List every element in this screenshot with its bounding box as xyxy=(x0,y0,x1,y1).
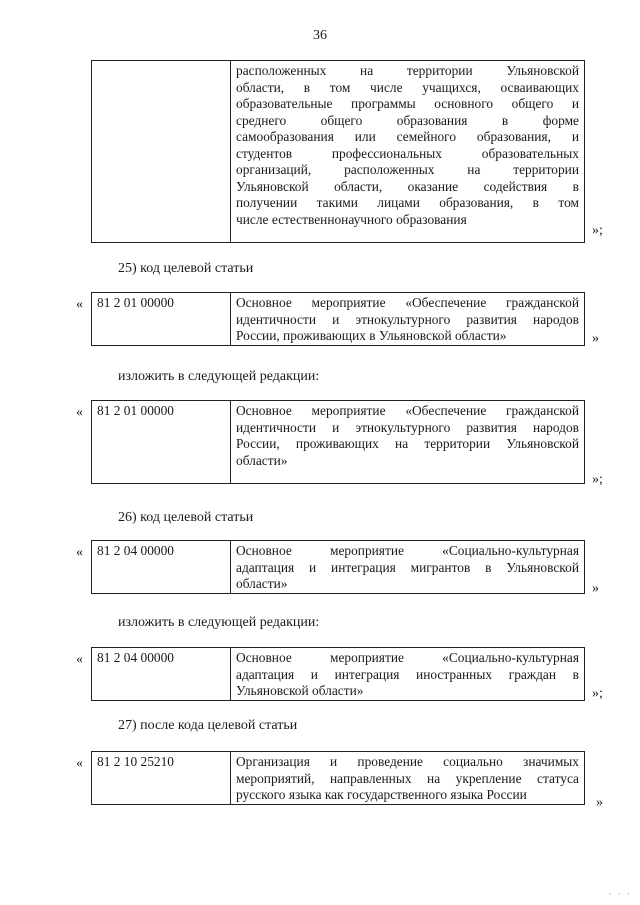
description-line: числе естественнонаучного образования xyxy=(236,211,467,227)
description-cell xyxy=(231,401,585,484)
budget-code-table xyxy=(91,292,585,346)
description-cell xyxy=(231,541,585,594)
description-cell xyxy=(231,752,585,805)
description-line: области» xyxy=(236,452,288,468)
opening-quote: « xyxy=(76,405,83,420)
code-cell: 81 2 10 25210 xyxy=(92,752,231,805)
section-heading: изложить в следующей редакции: xyxy=(118,615,320,630)
closing-quote: »; xyxy=(592,686,603,701)
closing-quote: » xyxy=(592,331,599,346)
description-line: русского языка как государственного языка России xyxy=(236,787,527,802)
table-row xyxy=(92,752,585,805)
description-line: области, в том числе учащихся, осваивающих xyxy=(236,79,579,95)
description-line: Организация и проведение социально значимых xyxy=(236,754,579,769)
closing-quote: » xyxy=(592,581,599,596)
budget-code-table xyxy=(91,540,585,594)
description-cell xyxy=(231,61,585,243)
section-heading: 27) после кода целевой статьи xyxy=(118,718,298,733)
code-cell: 81 2 04 00000 xyxy=(92,541,231,594)
description-line: получении такими лицами образования, в том xyxy=(236,195,579,210)
description-line: Основное мероприятие «Социально-культурная xyxy=(236,543,579,558)
closing-quote: »; xyxy=(592,472,603,487)
description-line: расположенных на территории Ульяновской xyxy=(236,63,579,78)
description-line: Основное мероприятие «Обеспечение гражданской xyxy=(236,295,579,310)
code-cell: 81 2 04 00000 xyxy=(92,648,231,701)
description-line: идентичности и этнокультурного развития народов xyxy=(236,311,579,327)
description-line: России, проживающих в Ульяновской области» xyxy=(236,328,507,343)
page-number: 36 xyxy=(313,28,327,43)
description-line: идентичности и этнокультурного развития народов xyxy=(236,419,579,435)
section-heading: 25) код целевой статьи xyxy=(118,261,254,276)
opening-quote: « xyxy=(76,652,83,667)
description-line: адаптация и интеграция иностранных граждан в xyxy=(236,666,579,682)
closing-quote: »; xyxy=(592,223,603,238)
description-line: организаций, расположенных на территории xyxy=(236,162,579,177)
opening-quote: « xyxy=(76,545,83,560)
opening-quote: « xyxy=(76,297,83,312)
code-cell: 81 2 01 00000 xyxy=(92,401,231,484)
budget-code-table xyxy=(91,751,585,805)
description-line: адаптация и интеграция мигрантов в Ульяновской xyxy=(236,559,579,575)
description-cell xyxy=(231,648,585,701)
description-line: Ульяновской области, оказание содействия в xyxy=(236,178,579,194)
table-row xyxy=(92,648,585,701)
description-line: мероприятий, направленных на укрепление статуса xyxy=(236,770,579,786)
description-line: самообразования или семейного образования, и xyxy=(236,129,579,144)
budget-code-table xyxy=(91,400,585,484)
description-line: области» xyxy=(236,576,288,591)
description-line: образовательные программы основного общего и xyxy=(236,96,579,111)
opening-quote: « xyxy=(76,756,83,771)
scan-artifact: · · · xyxy=(608,889,632,899)
table-row xyxy=(92,293,585,346)
description-line: Основное мероприятие «Обеспечение гражданской xyxy=(236,403,579,418)
description-line: России, проживающих на территории Ульяновской xyxy=(236,436,579,451)
budget-code-table xyxy=(91,647,585,701)
code-cell xyxy=(92,61,231,243)
description-cell xyxy=(231,293,585,346)
continuation-table xyxy=(91,60,585,243)
table-row xyxy=(92,541,585,594)
section-heading: 26) код целевой статьи xyxy=(118,510,254,525)
section-heading: изложить в следующей редакции: xyxy=(118,369,320,384)
description-line: среднего общего образования в форме xyxy=(236,112,579,128)
description-line: студентов профессиональных образовательных xyxy=(236,145,579,161)
code-cell: 81 2 01 00000 xyxy=(92,293,231,346)
description-line: Ульяновской области» xyxy=(236,683,364,698)
closing-quote: » xyxy=(596,795,603,810)
table-row xyxy=(92,401,585,484)
description-line: Основное мероприятие «Социально-культурная xyxy=(236,650,579,665)
table-row xyxy=(92,61,585,243)
